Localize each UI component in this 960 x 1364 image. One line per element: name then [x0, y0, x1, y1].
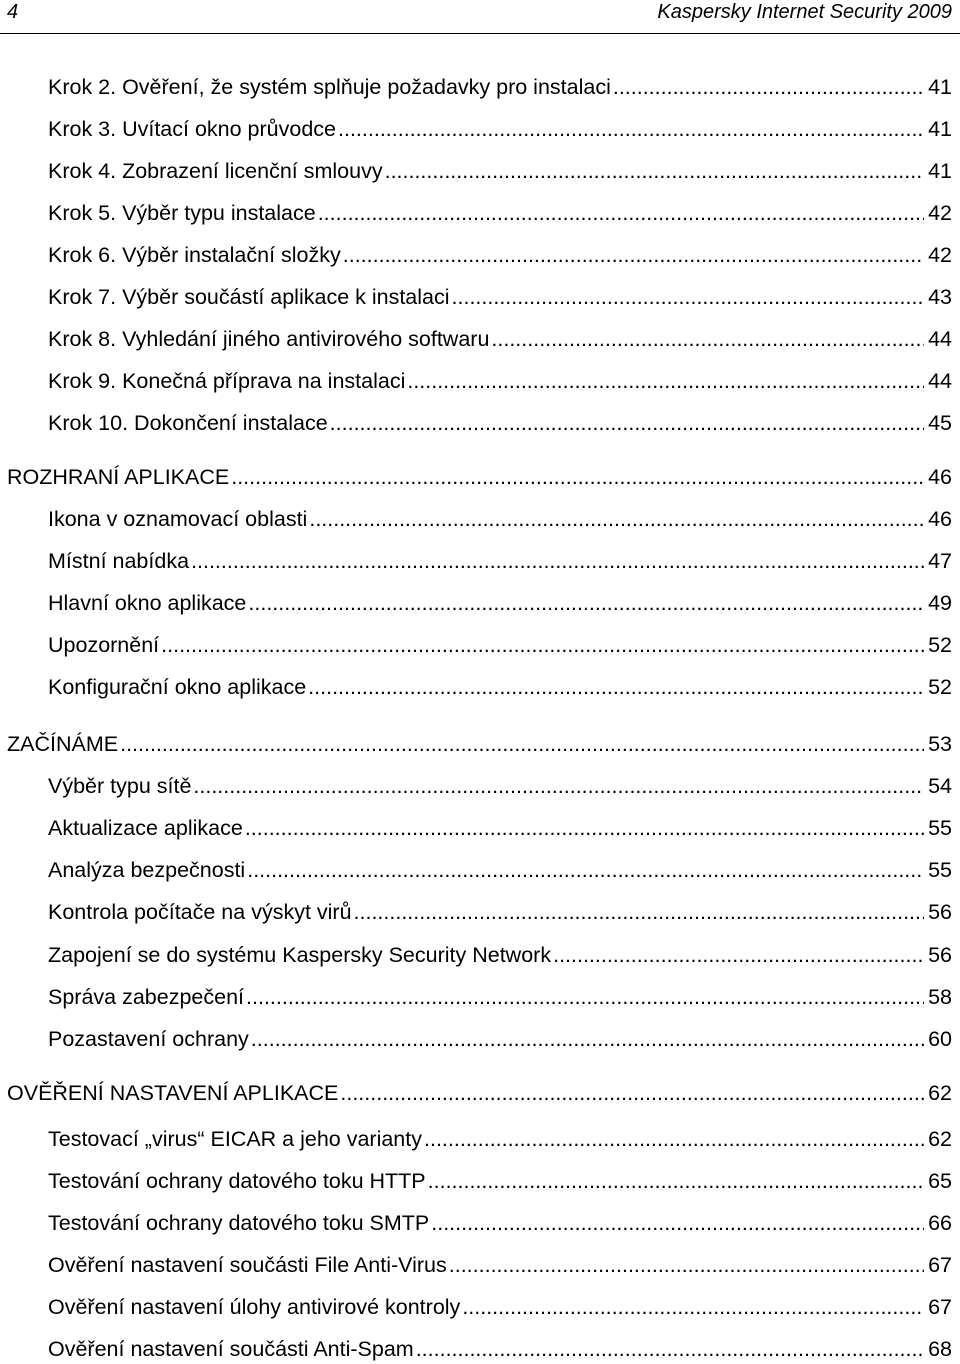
toc-entry-page: 52 [928, 633, 952, 657]
toc-entry-label: Místní nabídka [48, 549, 190, 573]
dot-leader [308, 672, 924, 702]
toc-entry-label: Krok 7. Výběr součástí aplikace k instalaci [48, 285, 450, 309]
dot-leader [428, 1166, 924, 1196]
toc-entry-label: Krok 4. Zobrazení licenční smlouvy [48, 159, 383, 183]
toc-entry-page: 62 [928, 1081, 952, 1105]
dot-leader [330, 408, 924, 438]
toc-entry-label: Testovací „virus“ EICAR a jeho varianty [48, 1127, 422, 1151]
toc-entry-page: 49 [928, 591, 952, 615]
toc-entry-page: 68 [928, 1337, 952, 1361]
toc-entry-label: Aktualizace aplikace [48, 816, 243, 840]
toc-entry-label: Pozastavení ochrany [48, 1027, 249, 1051]
toc-entry-label: Ověření nastavení součásti Anti-Spam [48, 1337, 414, 1361]
toc-entry-page: 44 [928, 369, 952, 393]
toc-entry[interactable] [0, 1024, 960, 1054]
toc-entry-label: Zapojení se do systému Kaspersky Security Network [48, 943, 552, 967]
toc-entry-label: Ověření nastavení součásti File Anti-Virus [48, 1253, 447, 1277]
toc-entry[interactable] [0, 546, 960, 576]
toc-entry-label: Analýza bezpečnosti [48, 858, 246, 882]
toc-entry-page: 55 [928, 858, 952, 882]
dot-leader [354, 897, 925, 927]
toc-entry-page: 54 [928, 774, 952, 798]
toc-entry-page: 46 [928, 507, 952, 531]
toc-entry[interactable] [0, 282, 960, 312]
toc-entry-label: Krok 3. Uvítací okno průvodce [48, 117, 337, 141]
dot-leader [161, 630, 924, 660]
toc-entry[interactable] [0, 114, 960, 144]
toc-entry-page: 41 [928, 159, 952, 183]
toc-entry-page: 55 [928, 816, 952, 840]
toc-entry-label: Krok 2. Ověření, že systém splňuje požadavky pro instalaci [48, 75, 611, 99]
dot-leader [231, 462, 924, 492]
toc-entry-page: 42 [928, 243, 952, 267]
toc-entry-label: Krok 6. Výběr instalační složky [48, 243, 341, 267]
page-number: 4 [7, 1, 19, 23]
toc-entry-label: Hlavní okno aplikace [48, 591, 247, 615]
dot-leader [491, 324, 924, 354]
toc-entry[interactable] [0, 771, 960, 801]
toc-entry-label: Testování ochrany datového toku SMTP [48, 1211, 430, 1235]
dot-leader [553, 940, 924, 970]
toc-entry-page: 43 [928, 285, 952, 309]
toc-entry[interactable] [0, 1208, 960, 1238]
dot-leader [416, 1334, 924, 1364]
toc-section-entry[interactable] [0, 462, 960, 492]
toc-entry-label: Konfigurační okno aplikace [48, 675, 307, 699]
toc-entry[interactable] [0, 1124, 960, 1154]
dot-leader [424, 1124, 924, 1154]
toc-entry[interactable] [0, 240, 960, 270]
toc-entry-page: 44 [928, 327, 952, 351]
toc-entry-label: Upozornění [48, 633, 160, 657]
toc-entry-label: Výběr typu sítě [48, 774, 192, 798]
toc-entry[interactable] [0, 324, 960, 354]
page-header [0, 0, 960, 36]
dot-leader [191, 546, 924, 576]
toc-entry[interactable] [0, 897, 960, 927]
dot-leader [193, 771, 924, 801]
toc-entry-label: Ikona v oznamovací oblasti [48, 507, 308, 531]
toc-entry[interactable] [0, 672, 960, 702]
toc-entry[interactable] [0, 1166, 960, 1196]
toc-entry-page: 41 [928, 75, 952, 99]
toc-entry[interactable] [0, 156, 960, 186]
dot-leader [343, 240, 924, 270]
toc-entry-label: OVĚŘENÍ NASTAVENÍ APLIKACE [7, 1081, 339, 1105]
toc-entry-page: 65 [928, 1169, 952, 1193]
toc-entry-label: Krok 9. Konečná příprava na instalaci [48, 369, 406, 393]
dot-leader [449, 1250, 924, 1280]
dot-leader [385, 156, 924, 186]
dot-leader [340, 1078, 924, 1108]
header-rule [0, 33, 960, 34]
toc-entry-page: 67 [928, 1253, 952, 1277]
toc-entry[interactable] [0, 72, 960, 102]
dot-leader [309, 504, 924, 534]
toc-entry-page: 45 [928, 411, 952, 435]
toc-entry-label: Krok 5. Výběr typu instalace [48, 201, 316, 225]
dot-leader [462, 1292, 924, 1322]
toc-entry-page: 53 [928, 732, 952, 756]
toc-entry-label: ROZHRANÍ APLIKACE [7, 465, 230, 489]
running-title: Kaspersky Internet Security 2009 [657, 1, 952, 23]
toc-entry[interactable] [0, 982, 960, 1012]
toc-entry-label: Krok 10. Dokončení instalace [48, 411, 328, 435]
toc-entry[interactable] [0, 940, 960, 970]
toc-entry[interactable] [0, 588, 960, 618]
toc-entry-page: 56 [928, 943, 952, 967]
toc-entry[interactable] [0, 198, 960, 228]
toc-entry-page: 60 [928, 1027, 952, 1051]
toc-entry-page: 67 [928, 1295, 952, 1319]
dot-leader [452, 282, 925, 312]
toc-entry[interactable] [0, 813, 960, 843]
toc-entry[interactable] [0, 1250, 960, 1280]
toc-entry-page: 46 [928, 465, 952, 489]
toc-entry-label: Kontrola počítače na výskyt virů [48, 900, 352, 924]
toc-entry-page: 42 [928, 201, 952, 225]
toc-entry-page: 66 [928, 1211, 952, 1235]
toc-entry[interactable] [0, 408, 960, 438]
toc-section-entry[interactable] [0, 729, 960, 759]
dot-leader [318, 198, 924, 228]
toc-entry[interactable] [0, 855, 960, 885]
dot-leader [613, 72, 924, 102]
toc-entry-label: Krok 8. Vyhledání jiného antivirového softwaru [48, 327, 490, 351]
toc-entry[interactable] [0, 366, 960, 396]
toc-entry-page: 58 [928, 985, 952, 1009]
toc-entry-label: Ověření nastavení úlohy antivirové kontroly [48, 1295, 461, 1319]
toc-entry-page: 47 [928, 549, 952, 573]
dot-leader [431, 1208, 924, 1238]
toc-entry-page: 41 [928, 117, 952, 141]
toc-entry[interactable] [0, 630, 960, 660]
dot-leader [245, 813, 924, 843]
toc-entry[interactable] [0, 504, 960, 534]
dot-leader [246, 982, 924, 1012]
toc-entry[interactable] [0, 1292, 960, 1322]
toc-entry[interactable] [0, 1334, 960, 1364]
dot-leader [120, 729, 924, 759]
dot-leader [247, 855, 924, 885]
toc-entry-label: Testování ochrany datového toku HTTP [48, 1169, 426, 1193]
dot-leader [407, 366, 924, 396]
dot-leader [338, 114, 924, 144]
toc-entry-label: Správa zabezpečení [48, 985, 245, 1009]
dot-leader [248, 588, 924, 618]
toc-entry-page: 52 [928, 675, 952, 699]
toc-entry-page: 62 [928, 1127, 952, 1151]
dot-leader [251, 1024, 924, 1054]
toc-entry-page: 56 [928, 900, 952, 924]
toc-entry-label: ZAČÍNÁME [7, 732, 119, 756]
toc-section-entry[interactable] [0, 1078, 960, 1108]
